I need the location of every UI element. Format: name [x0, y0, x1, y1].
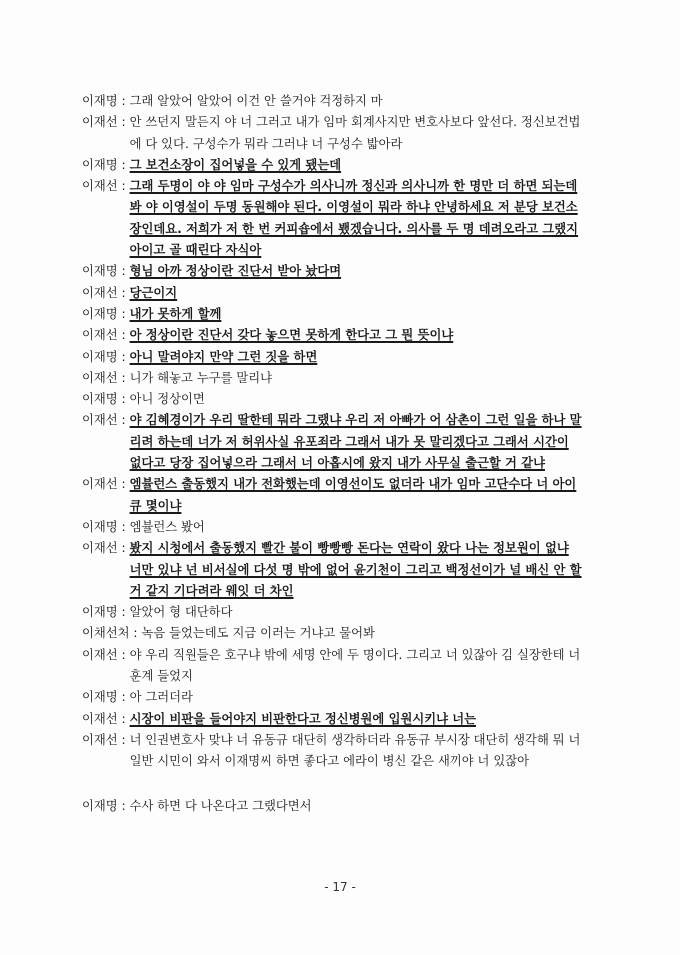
speaker-name: 이재명: [82, 264, 118, 279]
speaker-separator: :: [117, 306, 130, 321]
speaker-name: 이재선: [82, 179, 118, 194]
transcript-line: [82, 176, 582, 261]
speaker-name: 이재선: [82, 541, 118, 556]
speaker-separator: :: [117, 179, 130, 194]
utterance-text: 아니 정상이면: [129, 392, 205, 407]
utterance-text: 너 인권변호사 맞냐 너 유동규 대단히 생각하더라 유동규 부시장 대단히 생각해 뭐 너 일반 시민이 와서 이재명씨 하면 좋다고 에라이 병신 같은 새끼야 너 있잖아: [129, 732, 581, 769]
utterance-text: 안 쓰던지 말든지 야 너 그러고 내가 임마 회계사지만 변호사보다 앞선다. 정신보건법에 다 있다. 구성수가 뭐라 그러냐 너 구성수 밟아라: [129, 115, 581, 151]
transcript-line: [82, 325, 582, 346]
transcript-line: [82, 389, 582, 410]
transcript-line: [82, 687, 582, 708]
paragraph-gap: [82, 773, 582, 796]
speaker-name: 이재명: [82, 690, 118, 705]
speaker-separator: :: [117, 94, 130, 108]
utterance-text: 봤지 시청에서 출동했지 빨간 불이 빵빵빵 돈다는 연락이 왔다 나는 정보원이 없냐 너만 있냐 넌 비서실에 다섯 명 밖에 없어 윤기천이 그리고 백정선이가 널 배신 안 할 거 같지 기다려라 웨잇 더 차인: [129, 541, 582, 598]
transcript-line: [82, 623, 582, 644]
transcript-line: [82, 283, 582, 304]
utterance-text: 그래 알았어 알았어 이건 안 쓸거야 걱정하지 마: [129, 94, 383, 108]
speaker-separator: :: [117, 328, 130, 343]
speaker-name: 이재명: [82, 94, 118, 108]
speaker-name: 이재명: [82, 349, 118, 364]
speaker-separator: :: [117, 264, 130, 279]
utterance-text: 당근이지: [129, 285, 178, 300]
speaker-name: 이재선: [82, 413, 118, 428]
speaker-name: 이재선: [82, 285, 118, 300]
utterance-text: 형님 아까 정상이란 진단서 받아 놨다며: [129, 264, 342, 279]
speaker-separator: :: [117, 157, 130, 172]
utterance-text: 그 보건소장이 집어넣을 수 있게 됐는데: [129, 157, 342, 172]
speaker-name: 이재명: [82, 605, 118, 620]
transcript-line: [82, 645, 582, 688]
speaker-name: 이재명: [82, 306, 118, 321]
speaker-separator: :: [117, 647, 130, 662]
speaker-name: 이재선: [82, 647, 118, 662]
utterance-text: 엠뷸런스 봤어: [129, 519, 205, 534]
transcript-line: [82, 410, 582, 474]
speaker-separator: :: [117, 413, 130, 428]
speaker-separator: :: [117, 541, 130, 556]
utterance-text: 야 우리 직원들은 호구냐 밖에 세명 안에 두 명이다. 그리고 너 있잖아 김 실장한테 너 훈계 들었지: [129, 647, 581, 684]
speaker-name: 이채선처: [82, 626, 130, 641]
utterance-text: 수사 하면 다 나온다고 그랬다면서: [129, 798, 312, 813]
utterance-text: 아 그러더라: [129, 690, 193, 705]
speaker-name: 이재선: [82, 328, 118, 343]
speaker-name: 이재명: [82, 157, 118, 172]
speaker-separator: :: [117, 477, 130, 492]
utterance-text: 시장이 비판을 들어야지 비판한다고 정신병원에 입원시키냐 너는: [129, 711, 477, 726]
transcript: [82, 91, 582, 817]
speaker-separator: :: [117, 285, 130, 300]
utterance-text: 니가 해놓고 누구를 말리냐: [129, 370, 273, 385]
utterance-text: 알았어 형 대단하다: [129, 605, 233, 620]
transcript-line: [82, 538, 582, 602]
utterance-text: 내가 못하게 할께: [129, 306, 222, 321]
utterance-text: 엠뷸런스 출동했지 내가 전화했는데 이영선이도 없더라 내가 임마 고단수다 너 아이큐 몇이냐: [129, 477, 577, 513]
transcript-line: [82, 796, 582, 817]
transcript-line: [82, 517, 582, 538]
transcript-line: [82, 155, 582, 176]
speaker-separator: :: [117, 370, 130, 385]
speaker-separator: :: [117, 732, 130, 747]
speaker-name: 이재선: [82, 115, 118, 130]
transcript-line: [82, 368, 582, 389]
speaker-name: 이재선: [82, 477, 118, 492]
utterance-text: 녹음 들었는데도 지금 이러는 거냐고 물어봐: [141, 626, 375, 641]
speaker-separator: :: [117, 711, 130, 726]
speaker-separator: :: [129, 626, 142, 641]
utterance-text: 그래 두명이 야 야 임마 구성수가 의사니까 정신과 의사니까 한 명만 더 하면 되는데 봐 야 이영설이 두명 동원해야 된다. 이영설이 뭐라 하냐 안녕하세요 저 분당 보건소장인데요. 저희가 저 한 번 커피숍에서 뵀겠습니다. 의사를 두 명 데려오라고 그랬지 아이고 골 때린다 자식아: [129, 179, 579, 258]
page-number: - 17 -: [324, 880, 356, 894]
utterance-text: 야 김혜경이가 우리 딸한테 뭐라 그랬냐 우리 저 아빠가 어 삼촌이 그런 일을 하나 말리려 하는데 너가 저 허위사실 유포죄라 그래서 내가 못 말리겠다고 그래서 시간이 없다고 당장 집어넣으라 그래서 너 아홉시에 왔지 내가 사무실 출근할 거 같냐: [129, 413, 582, 471]
speaker-separator: :: [117, 798, 130, 813]
utterance-text: 아 정상이란 진단서 갖다 놓으면 못하게 한다고 그 뭔 뜻이냐: [129, 328, 454, 343]
speaker-name: 이재선: [82, 732, 118, 747]
speaker-name: 이재선: [82, 711, 118, 726]
transcript-line: [82, 304, 582, 325]
speaker-separator: :: [117, 349, 130, 364]
speaker-separator: :: [117, 690, 130, 705]
transcript-line: [82, 730, 582, 773]
speaker-name: 이재명: [82, 392, 118, 407]
speaker-separator: :: [117, 392, 130, 407]
transcript-line: [82, 602, 582, 623]
transcript-line: [82, 261, 582, 282]
transcript-line: [82, 474, 582, 517]
speaker-separator: :: [117, 115, 130, 130]
transcript-line: [82, 347, 582, 368]
speaker-separator: :: [117, 519, 130, 534]
speaker-name: 이재명: [82, 798, 118, 813]
utterance-text: 아니 말려야지 만약 그런 짓을 하면: [129, 349, 318, 364]
speaker-name: 이재선: [82, 370, 118, 385]
transcript-line: [82, 91, 582, 112]
speaker-separator: :: [117, 605, 130, 620]
transcript-line: [82, 112, 582, 155]
transcript-line: [82, 709, 582, 730]
speaker-name: 이재명: [82, 519, 118, 534]
